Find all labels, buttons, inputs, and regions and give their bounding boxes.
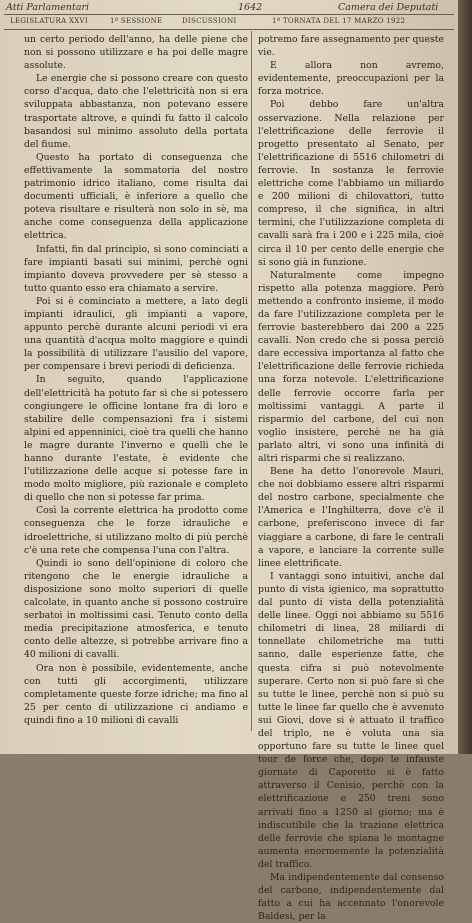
paragraph: Poi debbo fare un'altra osservazione. Nella relazione per l'elettrificazione delle ferrovie il progetto presentato al Senato, per l'elettrificazione di 5516 chilometri di ferrovie. In sostanza le ferrovie elettriche come l'abbiamo un miliardo e 200 milioni di chilovattori, tutto compreso, il che significa, in altri termini, che l'utilizzazione completa di cavalli sarà fra i 200 e i 225 mila, cioè circa il 10 per cento delle energie che si sono già in funzione. [258, 99, 444, 268]
paragraph: Le energie che si possono creare con questo corso d'acqua, dato che l'elettricità non si era sviluppata abbastanza, non potevano essere trasportate altrove, e quindi fu fatto il calcolo basandosi sul minimo assoluto della portata del fiume. [24, 73, 248, 150]
header-rule [4, 14, 454, 15]
header-rule-bottom [4, 29, 454, 30]
paragraph: Bene ha detto l'onorevole Mauri, che noi dobbiamo essere altri risparmi del nostro carbone, specialmente che l'America e l'Inghilterra, dove c'è il carbone, preferiscono invece di far viaggiare a carbone, di fare le centrali a vapore, e lanciare la corrente sulle linee elettrificate. [258, 466, 444, 569]
left-column [24, 33, 248, 727]
header-type: DISCUSSIONI [182, 17, 237, 25]
page-number: 1642 [238, 2, 263, 13]
page-edge-shadow [458, 0, 472, 754]
paragraph: Così la corrente elettrica ha prodotto come conseguenza che le forze idrauliche e idroelettriche, si utilizzano molto di più perchè c'è una rete che compensa l'una con l'altra. [24, 505, 248, 556]
paragraph: potremo fare assegnamento per queste vie. [258, 34, 444, 59]
header-right: Camera dei Deputati [338, 2, 439, 13]
column-divider [251, 31, 252, 731]
paragraph: Poi si è cominciato a mettere, a lato degli impianti idraulici, gli impianti a vapore, appunto perchè durante alcuni periodi vi era una quantità d'acqua molto maggiore e quindi la possibilità di utilizzare l'ausilio del vapore, per compensare i brevi periodi di deficienza. [24, 295, 248, 373]
header-date: 1ª TORNATA DEL 17 MARZO 1922 [272, 17, 406, 25]
header-left: Atti Parlamentari [6, 2, 90, 13]
paragraph: un certo periodo dell'anno, ha delle piene che non si possono utilizzare e ha poi delle magre assolute. [24, 34, 248, 72]
header-legislature: LEGISLATURA XXVI [10, 17, 88, 25]
paragraph: Questo ha portato di conseguenza che effettivamente la sommatoria del nostro patrimonio idrico italiano, come risulta dai documenti ufficiali, è inferiore a quello che poteva risultare e risulterà non solo in sè, ma anche come conseguenza della applicazione elettrica. [24, 151, 248, 242]
header-subline [10, 17, 450, 29]
paragraph: I vantaggi sono intuitivi, anche dal punto di vista igienico, ma soprattutto dal punto di vista della potenzialità delle linee. Oggi noi abbiamo su 5516 chilometri di linea, 28 miliardi di tonnellate chilometriche ma tutti sanno, dalle esperienze fatte, che questa cifra si può notevolmente superare. Certo non si può fare sì che su tutte le linee, perchè non si può su tutte le linee far quello che è avvenuto sui Giovi, dove si è attuato il traffico del triplo, ne è voluta una sia opportuno fare su tutte le linee quel tour de force che, dopo le infauste giornate di Caporetto si è fatto attraverso il Cenisio, perchè con la elettrificazione e 250 treni sono arrivati fino a 1250 al giorno; ma è indiscutibile che la trazione elettrica delle ferrovie che spiana le montagne aumenta enormemente la potenzialità del traffico. [258, 570, 444, 870]
paragraph: In seguito, quando l'applicazione dell'elettricità ha potuto far sì che si potessero congiungere le officine lontane fra di loro e stabilire delle compensazioni fra i sistemi alpini ed appenninici, cioè tra quelli che hanno le magre durante l'inverno e quelli che le hanno durante l'estate, è evidente che l'utilizzazione delle acque si potesse fare in modo molto migliore, più razionale e completo di quello che non si potesse far prima. [24, 374, 248, 504]
paragraph: Ma indipendentemente dal consenso del carbone, indipendentemente dal fatto a cui ha accennato l'onorevole Baldesi, per la [258, 872, 444, 923]
paragraph: E allora non avremo, evidentemente, preoccupazioni per la forza motrice. [258, 60, 444, 98]
paragraph: Quindi io sono dell'opinione di coloro che ritengono che le energie idrauliche a disposizione sono molto superiori di quelle calcolate, in quanto anche si possono costruire serbatoi in moltissimi casi. Tenuto conto della media precipitazione atmosferica, e tenuto conto delle altezze, si potrebbe arrivare fino a 40 milioni di cavalli. [24, 557, 248, 661]
paragraph: Naturalmente come impegno rispetto alla potenza maggiore. Però mettendo a confronto insieme, il modo da fare l'utilizzazione completa per le ferrovie basterebbero dai 200 a 225 cavalli. Non credo che si possa perciò dare eccessiva importanza al fatto che l'elettrificazione delle ferrovie richieda una forza notevole. L'elettrificazione delle ferrovie occorre farla per moltissimi vantaggi. A parte il risparmio del carbone, del cui non voglio insistere, perchè ne ha già parlato altri, vi sono una infinità di altri risparmi che si realizzano. [258, 269, 444, 464]
right-column [258, 33, 444, 923]
header-session: 1ª SESSIONE [110, 17, 163, 25]
paragraph: Ora non è possibile, evidentemente, anche con tutti gli accorgimenti, utilizzare completamente queste forze idriche; ma fino al 25 per cento di utilizzazione ci andiamo e quindi fino a 10 milioni di cavalli [24, 662, 248, 726]
paragraph: Infatti, fin dal principio, si sono cominciati a fare impianti basati sui minimi, perchè ogni impianto doveva provvedere per sè stesso a tutto quanto esso era chiamato a servire. [24, 243, 248, 294]
